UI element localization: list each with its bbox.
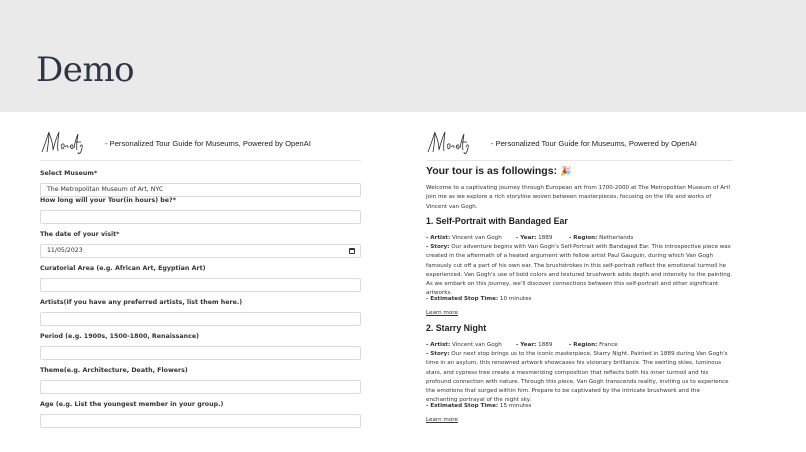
stop-meta (426, 341, 733, 350)
tagline: - Personalized Tour Guide for Museums, Powered by OpenAI (105, 139, 311, 148)
calendar-icon[interactable] (349, 248, 355, 254)
stop-meta (426, 234, 733, 243)
year-field: - Year: 1889 (516, 342, 553, 348)
field-duration (40, 197, 361, 224)
theme-input[interactable] (40, 380, 361, 394)
field-label: The date of your visit* (40, 231, 120, 238)
separator (426, 160, 733, 161)
estimated-time: - Estimated Stop Time: 10 minutes (426, 296, 532, 302)
period-input[interactable] (40, 346, 361, 360)
field-curatorial-area (40, 265, 361, 292)
stop-title: 2. Starry Night (426, 323, 487, 333)
field-visit-date (40, 231, 361, 258)
tour-intro: Welcome to a captivating journey through European art from 1700-2000 at The Metropolitan Museum of Art! Join me as we explore a rich storyline woven between masterpieces, focusing on the life and works of Vincent van Gogh. (426, 185, 731, 210)
stop-title: 1. Self-Portrait with Bandaged Ear (426, 216, 568, 226)
artists-input[interactable] (40, 312, 361, 326)
field-period (40, 333, 361, 360)
museum-input[interactable]: The Metropolitan Museum of Art, NYC (40, 183, 361, 197)
story-text: - Story: Our next stop brings us to the iconic masterpiece, Starry Night. Painted in 1889 during Van Gogh's time in an asylum, this renowned artwork showcases his visionary brilliance. The swirling skies, luminous stars, and cypress tree create a mesmerizing composition that reflects both his inner turmoil and his profound connection with nature. Through this piece, Van Gogh transcends reality, inviting us to experience the emotions that surged within him. Prepare to be captivated by the intricate brushwork and the enchanting portrayal of the night sky. (426, 351, 729, 404)
field-museum (40, 170, 361, 197)
field-label: Period (e.g. 1900s, 1500-1800, Renaissance) (40, 333, 200, 340)
field-label: Age (e.g. List the youngest member in your group.) (40, 401, 224, 408)
learn-more-link[interactable]: Learn more (426, 310, 458, 316)
stop-1-details (426, 234, 733, 299)
page-title: Demo (36, 50, 135, 90)
field-label: Artists(If you have any preferred artists, list them here.) (40, 299, 243, 306)
duration-input[interactable] (40, 210, 361, 224)
region-field: - Region: France (569, 342, 618, 348)
stop-2-details (426, 341, 733, 406)
tour-heading-text: Your tour is as followings: (426, 165, 558, 177)
field-artists (40, 299, 361, 326)
date-value: 11/05/2023 (47, 247, 83, 254)
story-text: - Story: Our adventure begins with Van Gogh's Self-Portrait with Bandaged Ear. This introspective piece was created in the aftermath of a heated argument with fellow artist Paul Gauguin, during which Van Gogh famously cut off a part of his own ear. The brushstrokes in this self-portrait reflect the emotional turmoil he experienced. Van Gogh's use of bold colors and textured brushwork adds depth and intensity to the painting. As we embark on this journey, we'll discover connections between this self-portrait and other significant artworks. (426, 244, 733, 297)
brand-row (40, 112, 361, 160)
artist-field: - Artist: Vincent van Gogh (426, 342, 502, 348)
party-popper-icon: 🎉 (559, 166, 572, 176)
musofy-signature-logo (40, 128, 90, 156)
tour-output-panel (426, 112, 733, 452)
field-theme (40, 367, 361, 394)
musofy-signature-logo (426, 128, 476, 156)
tour-heading (426, 165, 571, 177)
artist-field: - Artist: Vincent van Gogh (426, 235, 502, 241)
field-label: How long will your Tour(in hours) be?* (40, 197, 176, 204)
field-label: Select Museum* (40, 170, 98, 177)
tagline: - Personalized Tour Guide for Museums, Powered by OpenAI (491, 139, 697, 148)
year-field: - Year: 1889 (516, 235, 553, 241)
visit-date-input[interactable] (40, 244, 361, 258)
curatorial-area-input[interactable] (40, 278, 361, 292)
region-field: - Region: Netherlands (569, 235, 634, 241)
brand-row (426, 112, 733, 160)
learn-more-link[interactable]: Learn more (426, 417, 458, 423)
age-input[interactable] (40, 414, 361, 428)
field-label: Curatorial Area (e.g. African Art, Egyptian Art) (40, 265, 206, 272)
top-banner (0, 0, 806, 112)
tour-request-form (40, 112, 361, 408)
field-label: Theme(e.g. Architecture, Death, Flowers) (40, 367, 188, 374)
field-age (40, 401, 361, 428)
estimated-time: - Estimated Stop Time: 15 minutes (426, 403, 532, 409)
separator (40, 160, 361, 161)
